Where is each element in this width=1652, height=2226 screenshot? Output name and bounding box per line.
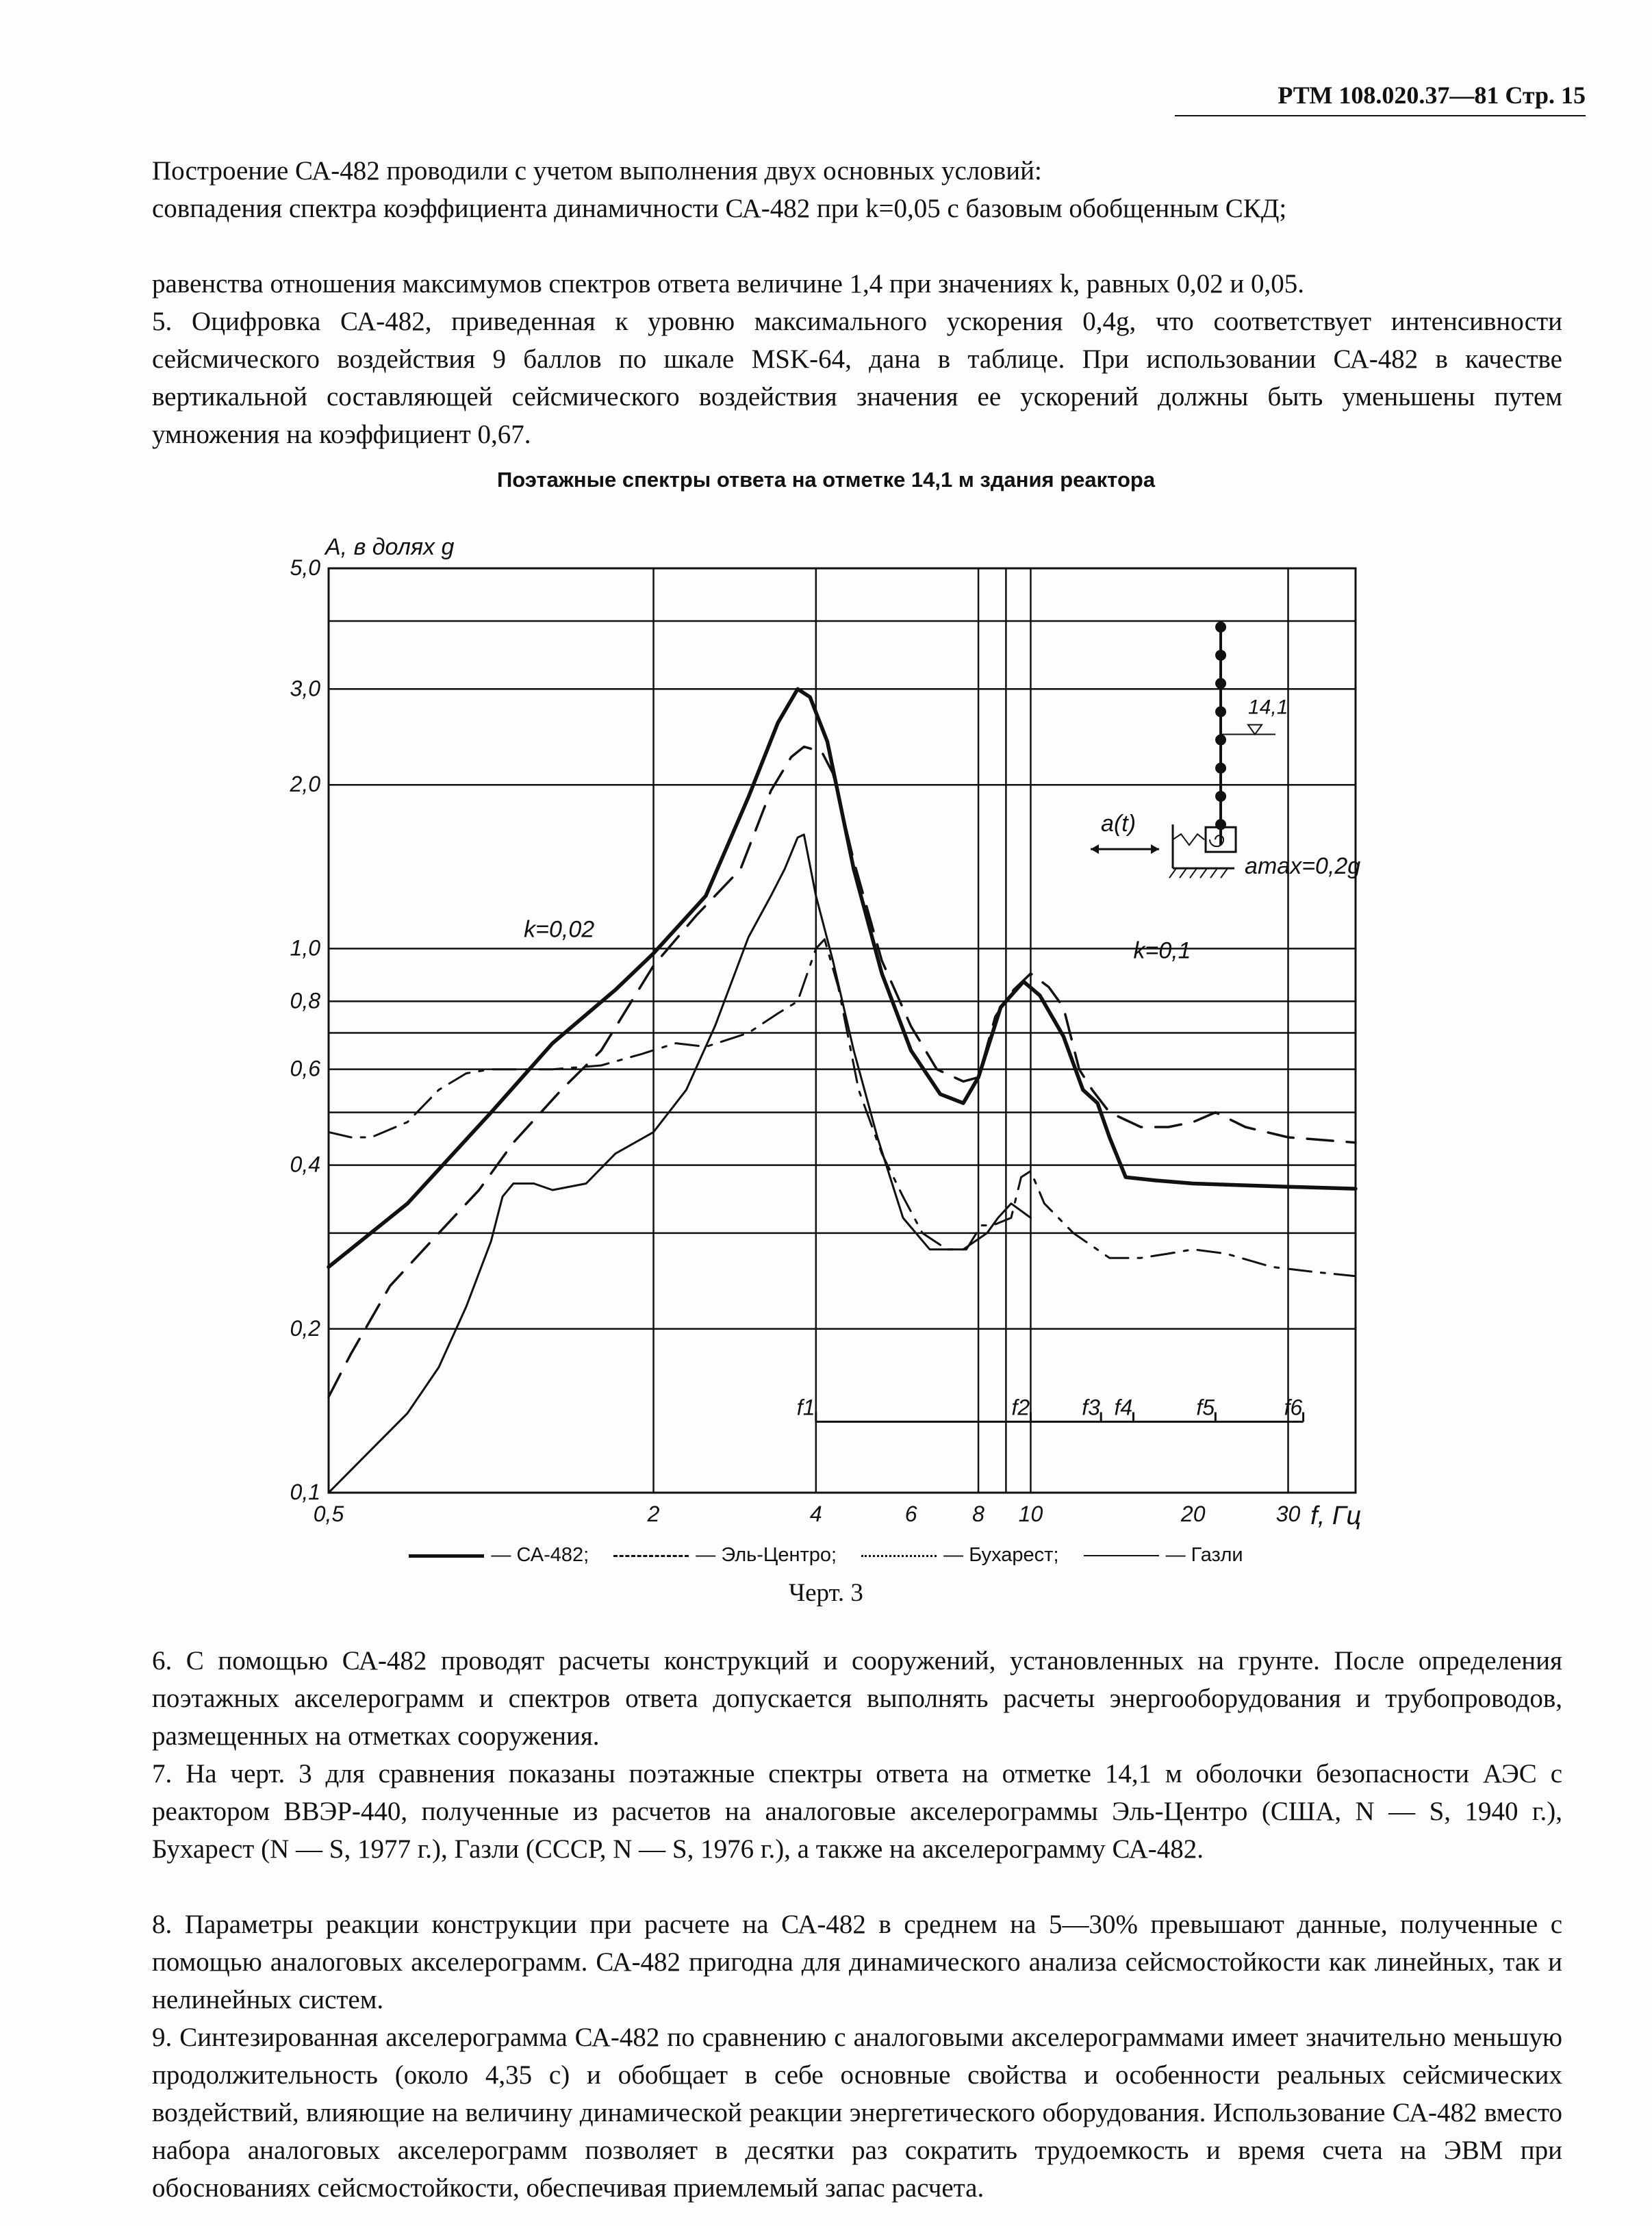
legend-swatch-solid-thin	[1084, 1555, 1159, 1556]
inset-node	[1215, 735, 1226, 746]
paragraph-item-9: 9. Синтезированная акселерограмма СА-482 по сравнению с аналоговыми акселерограммами имеет значительно меньшую продолжительность (около 4,35 с) и обобщает в себе основные свойства и особенности реальных сейсмических воздействий, влияющие на величину динамической реакции энергетического оборудования. Использование СА-482 вместо набора аналоговых акселерограмм позволяет в десятки раз сократить трудоемкость и время счета на ЭВМ при обоснованиях сейсмостойкости, обеспечивая приемлемый запас расчета.	[152, 2023, 1562, 2203]
frequency-marker-label: f1	[796, 1395, 815, 1420]
inset-node	[1215, 622, 1226, 633]
y-tick-label: 0,4	[290, 1152, 320, 1177]
x-tick-label: 30	[1275, 1502, 1301, 1526]
y-tick-label: 1,0	[290, 935, 320, 961]
series-line-0	[329, 689, 1356, 1267]
x-tick-label: 2	[647, 1502, 660, 1526]
inset-node	[1215, 678, 1226, 689]
series-line-3	[329, 835, 1031, 1493]
inset-node	[1215, 819, 1226, 830]
inset-hatch	[1169, 868, 1176, 878]
inset-level-label: 14,1	[1248, 696, 1288, 719]
frequency-marker-label: f6	[1284, 1395, 1303, 1420]
series-line-1	[329, 747, 1356, 1397]
inset-level-triangle	[1248, 725, 1262, 735]
x-axis-title: f, Гц	[1310, 1502, 1362, 1530]
legend-label: Бухарест;	[969, 1543, 1059, 1566]
series-line-2	[329, 939, 1356, 1276]
page-header: РТМ 108.020.37—81 Стр. 15	[1175, 81, 1586, 116]
legend-label: Эль-Центро;	[721, 1543, 837, 1566]
paragraph-item-5: 5. Оцифровка СА-482, приведенная к уровню максимального ускорения 0,4g, что соответствует интенсивности сейсмического воздействия 9 баллов по шкале MSK-64, дана в таблице. При использовании СА-482 в качестве вертикальной составляющей сейсмического воздействия значения ее ускорений должны быть уменьшены путем умножения на коэффициент 0,67.	[152, 307, 1562, 449]
frequency-marker-label: f2	[1011, 1395, 1030, 1420]
inset-amax-label: amax=0,2g	[1245, 853, 1361, 880]
inset-hatch	[1200, 868, 1207, 878]
chart-legend	[0, 1543, 1652, 1567]
chart-grid	[329, 568, 1356, 1493]
legend-swatch-dashed	[613, 1555, 689, 1557]
inset-node	[1215, 763, 1226, 774]
k-annotation: k=0,02	[524, 916, 595, 943]
paragraph-item-7: 7. На черт. 3 для сравнения показаны поэтажные спектры ответа на отметке 14,1 м оболочки безопасности АЭС с реактором ВВЭР-440, полученные из расчетов на аналоговые акселерограммы Эль-Центро (США, N — S, 1940 г.), Бухарест (N — S, 1977 г.), Газли (СССР, N — S, 1976 г.), а также на акселерограмму СА-482.	[152, 1759, 1562, 1864]
y-tick-label: 5,0	[290, 555, 320, 580]
y-axis-title: A, в долях g	[325, 534, 455, 560]
inset-node	[1215, 650, 1226, 661]
y-tick-label: 2,0	[290, 772, 320, 797]
x-tick-label: 20	[1180, 1502, 1206, 1526]
chart-title: Поэтажные спектры ответа на отметке 14,1 м здания реактора	[496, 468, 1156, 492]
paragraph-condition-1: совпадения спектра коэффициента динамичности СА-482 при k=0,05 с базовым обобщенным СКД;	[152, 194, 1287, 223]
inset-input-label: a(t)	[1101, 811, 1136, 837]
inset-hatch	[1221, 868, 1228, 878]
legend-item: — Газли	[1084, 1544, 1243, 1567]
paragraph-intro: Построение СА-482 проводили с учетом выполнения двух основных условий:	[152, 156, 1042, 186]
series-layer	[329, 689, 1356, 1493]
x-tick-label: 4	[809, 1502, 822, 1526]
inset-hatch	[1180, 868, 1186, 878]
legend-item: — Бухарест;	[861, 1544, 1058, 1567]
y-tick-label: 3,0	[290, 676, 320, 701]
frequency-marker-label: f4	[1114, 1395, 1133, 1420]
spectrum-chart	[274, 507, 1397, 1534]
legend-item: — СА-482;	[409, 1544, 589, 1567]
y-tick-label: 0,8	[290, 988, 320, 1013]
x-tick-label: 10	[1018, 1502, 1043, 1526]
k-annotation: k=0,1	[1133, 937, 1191, 964]
legend-swatch-solid-thick	[409, 1554, 484, 1558]
annotation-layer	[524, 917, 1304, 1422]
y-tick-label: 0,6	[290, 1056, 320, 1081]
frequency-marker-label: f5	[1196, 1395, 1215, 1420]
legend-item: — Эль-Центро;	[613, 1544, 837, 1567]
plot-frame	[329, 568, 1356, 1493]
inset-hatch	[1210, 868, 1217, 878]
x-tick-label: 0,5	[313, 1502, 344, 1526]
building-inset	[1091, 622, 1360, 879]
legend-swatch-dash-dot	[861, 1555, 937, 1557]
frequency-marker-label: f3	[1082, 1395, 1100, 1420]
legend-label: СА-482;	[516, 1543, 589, 1566]
inset-hatch	[1190, 868, 1197, 878]
inset-node	[1215, 791, 1226, 802]
paragraph-condition-2: равенства отношения максимумов спектров ответа величине 1,4 при значениях k, равных 0,02 и 0,05.	[152, 269, 1305, 299]
x-tick-label: 6	[904, 1502, 917, 1526]
y-tick-label: 0,1	[290, 1480, 320, 1504]
inset-node	[1215, 706, 1226, 717]
paragraph-item-6: 6. С помощью СА-482 проводят расчеты конструкций и сооружений, установленных на грунте. После определения поэтажных акселерограмм и спектров ответа допускается выполнять расчеты энергооборудования и трубопроводов, размещенных на отметках сооружения.	[152, 1646, 1562, 1751]
legend-label: Газли	[1191, 1543, 1243, 1566]
inset-spring-h	[1173, 834, 1204, 845]
y-tick-label: 0,2	[290, 1315, 320, 1341]
paragraph-item-8: 8. Параметры реакции конструкции при расчете на СА-482 в среднем на 5—30% превышают данные, полученные с помощью аналоговых акселерограмм. СА-482 пригодна для динамического анализа сейсмостойкости как линейных, так и нелинейных систем.	[152, 1910, 1562, 2014]
figure-caption: Черт. 3	[789, 1579, 863, 1607]
x-tick-label: 8	[972, 1502, 984, 1526]
